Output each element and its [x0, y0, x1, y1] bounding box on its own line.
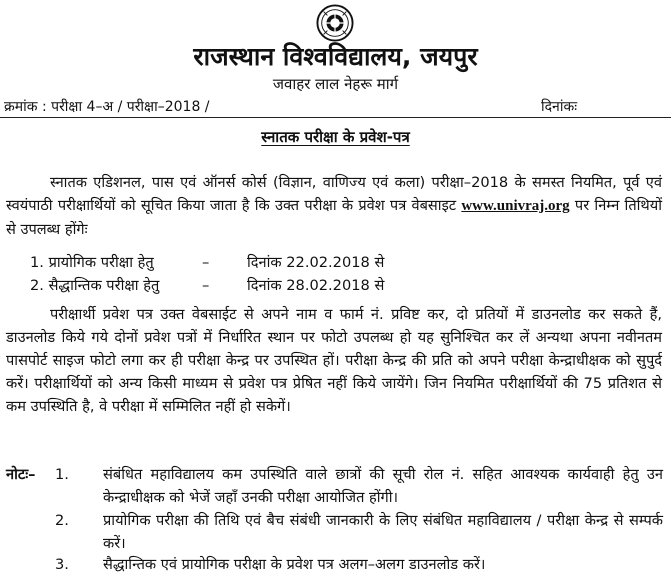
- reference-number: क्रमांक : परीक्षा 4–अ / परीक्षा–2018 /: [4, 99, 210, 115]
- schedule-label: 1. प्रायोगिक परीक्षा हेतु: [30, 254, 154, 271]
- notes-label: नोटः–: [6, 466, 36, 483]
- university-name: राजस्थान विश्वविद्यालय, जयपुर: [193, 42, 478, 71]
- note-number: 1.: [55, 466, 69, 483]
- notice-title-text: स्नातक परीक्षा के प्रवेश-पत्र: [261, 128, 410, 146]
- note-number: 3.: [55, 556, 69, 573]
- intro-paragraph: [6, 171, 662, 241]
- schedule-dash: –: [202, 277, 210, 294]
- note-text: संबंधित महाविद्यालय कम उपस्थिति वाले छात्रों की सूची रोल नं. सहित आवश्यक कार्यवाही हेतु उन केन्द्राधीक्षक को भेजें जहाँ उनकी परीक्षा आयोजित होंगी।: [103, 466, 663, 506]
- schedule-row: [30, 252, 430, 274]
- note-number: 2.: [55, 512, 69, 529]
- note-text: प्रायोगिक परीक्षा की तिथि एवं बैच संबंधी जानकारी के लिए संबंधित महाविद्यालय / परीक्षा केन्द्र से सम्पर्क करें।: [103, 512, 663, 552]
- date-label: दिनांकः: [541, 99, 578, 115]
- schedule-dash: –: [202, 254, 210, 271]
- intro-text: स्नातक एडिशनल, पास एवं ऑनर्स कोर्स (विज्ञान, वाणिज्य एवं कला) परीक्षा–2018 के समस्त नियमित, पूर्व एवं स्वयंपाठी परीक्षार्थियों को सूचित किया जाता है कि उक्त परीक्षा के प्रवेश पत्र वेबसाइट: [6, 174, 662, 214]
- schedule-date: दिनांक 28.02.2018 से: [247, 277, 385, 294]
- instructions-paragraph: परीक्षार्थी प्रवेश पत्र उक्त वेबसाईट से अपने नाम व फार्म नं. प्रविष्ट कर, दो प्रतियों में डाउनलोड कर सकते हैं, डाउनलोड किये गये दोनों प्रवेश पत्रों में निर्धारित स्थान पर फोटो उपलब्ध हो यह सुनिश्चित कर लें अन्यथा अपना नवीनतम पासपोर्ट साइज फोटो लगा कर ही परीक्षा केन्द्र पर उपस्थित हों। परीक्षा केन्द्र की प्रति को अपने परीक्षा केन्द्राधीक्षक को सुपुर्द करें। परीक्षार्थियों को अन्य किसी माध्यम से प्रवेश पत्र प्रेषित नहीं किये जायेंगे। जिन नियमित परीक्षार्थियों की 75 प्रतिशत से कम उपस्थिति है, वे परीक्षा में सम्मिलित नहीं हो सकेगें।: [6, 306, 662, 415]
- schedule-row: [30, 275, 430, 297]
- schedule-date: दिनांक 22.02.2018 से: [247, 254, 385, 271]
- schedule-label: 2. सैद्धान्तिक परीक्षा हेतु: [30, 277, 160, 294]
- university-address: जवाहर लाल नेहरू मार्ग: [272, 75, 399, 93]
- note-text: सैद्धान्तिक एवं प्रायोगिक परीक्षा के प्रवेश पत्र अलग–अलग डाउनलोड करें।: [103, 556, 486, 573]
- header-divider: [0, 117, 671, 118]
- website-link[interactable]: www.univraj.org: [461, 198, 570, 214]
- notice-title: [0, 127, 671, 147]
- university-seal-icon: [316, 4, 354, 42]
- intro-tail: पर निम्न तिथियों से उपलब्ध होंगेः: [6, 197, 662, 238]
